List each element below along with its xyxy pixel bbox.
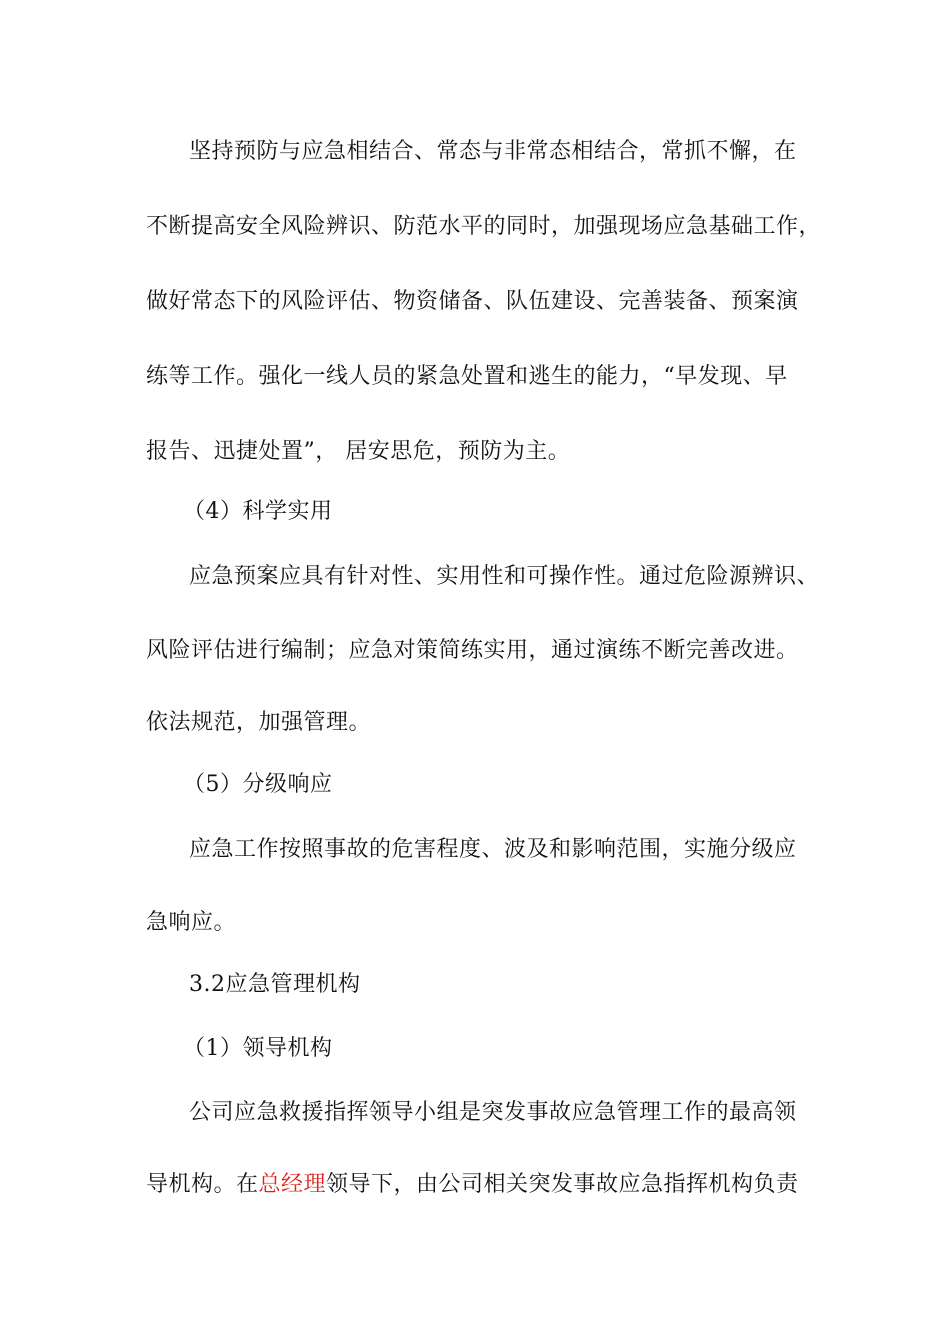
- paragraph-line: [146, 1170, 799, 1200]
- paragraph-line: 做好常态下的风险评估、物资储备、队伍建设、完善装备、预案演: [146, 289, 799, 314]
- text-segment: 导机构。在: [146, 1172, 259, 1197]
- paragraph-line: 报告、迅捷处置”， 居安思危，预防为主。: [146, 439, 571, 464]
- paragraph-line: 不断提高安全风险辨识、防范水平的同时，加强现场应急基础工作，: [146, 214, 822, 239]
- paragraph-line: 急响应。: [146, 910, 237, 935]
- paragraph-line: 应急工作按照事故的危害程度、波及和影响范围，实施分级应: [189, 837, 797, 862]
- section-heading: 3.2应急管理机构: [189, 972, 361, 997]
- text-segment: 领导下，由公司相关突发事故应急指挥机构负责: [326, 1172, 799, 1197]
- paragraph-line: 依法规范，加强管理。: [146, 710, 372, 735]
- paragraph-line: 练等工作。强化一线人员的紧急处置和逃生的能力，“早发现、早: [146, 364, 788, 389]
- paragraph-line: 风险评估进行编制；应急对策简练实用，通过演练不断完善改进。: [146, 638, 799, 663]
- paragraph-line: 应急预案应具有针对性、实用性和可操作性。通过危险源辨识、: [189, 564, 820, 589]
- section-heading: （1）领导机构: [183, 1036, 333, 1061]
- paragraph-line: 坚持预防与应急相结合、常态与非常态相结合，常抓不懈，在: [189, 139, 797, 164]
- highlighted-text: 总经理: [258, 1172, 327, 1197]
- section-heading: （4）科学实用: [183, 499, 333, 524]
- section-heading: （5）分级响应: [183, 772, 333, 797]
- paragraph-line: 公司应急救援指挥领导小组是突发事故应急管理工作的最高领: [189, 1100, 797, 1125]
